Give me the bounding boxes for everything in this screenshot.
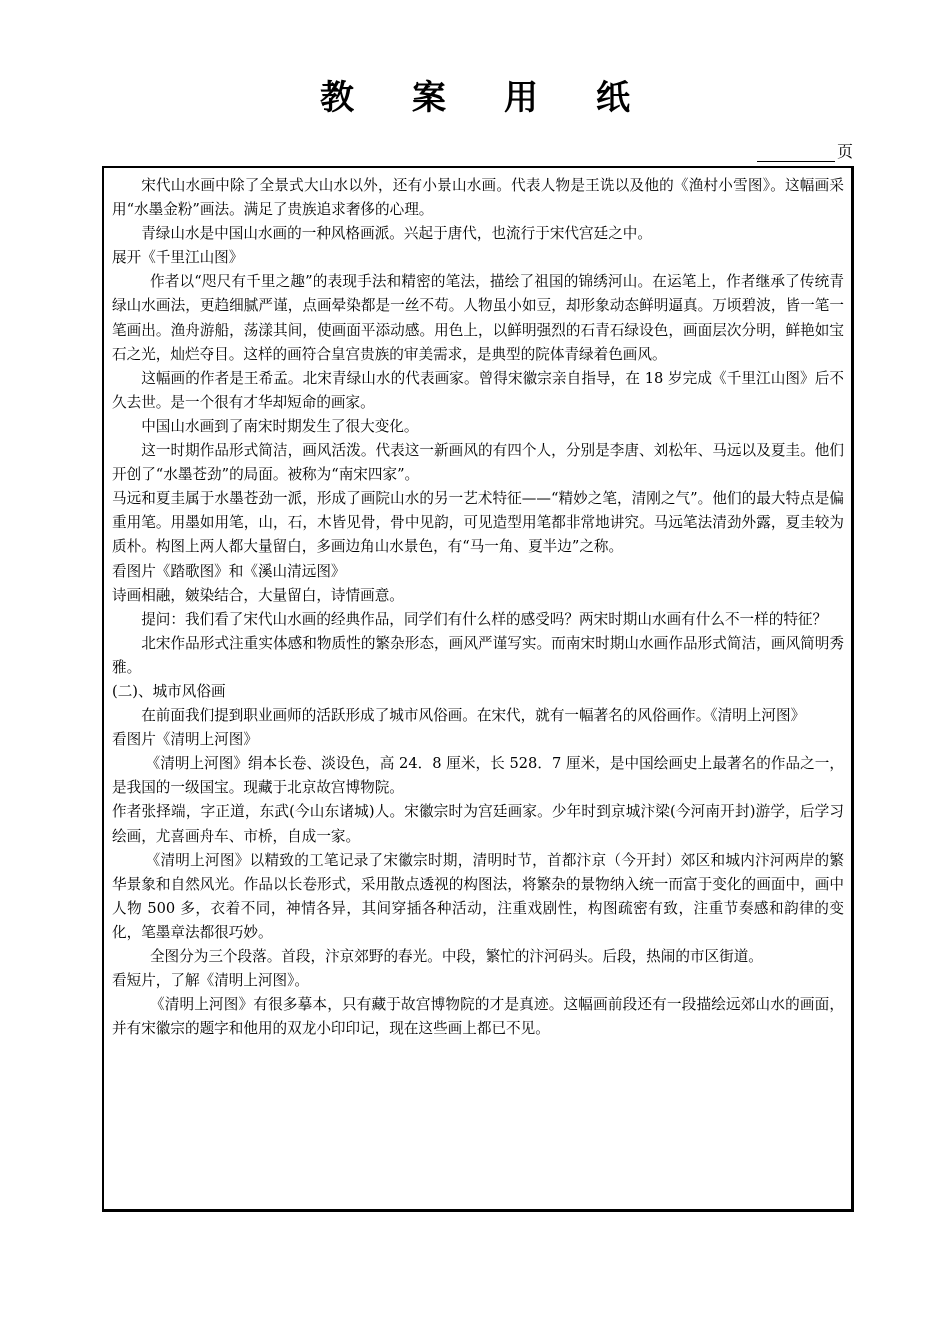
paragraph: 《清明上河图》以精致的工笔记录了宋徽宗时期，清明时节，首都汴京（今开封）郊区和城内汴河两岸的繁华景象和自然风光。作品以长卷形式，采用散点透视的构图法，将繁杂的景物纳入统一而富于变化的画面中，画中人物 500 多，衣着不同，神情各异，其间穿插各种活动，注重戏剧性，构图疏密有致，注重节奏感和韵律的变化，笔墨章法都很巧妙。 [112, 851, 844, 941]
section-heading: (二)、城市风俗画 [112, 682, 226, 700]
paragraph: 全图分为三个段落。首段，汴京郊野的春光。中段，繁忙的汴河码头。后段，热闹的市区街道。 [149, 948, 763, 965]
paragraph: 看图片《踏歌图》和《溪山清远图》 [112, 562, 346, 580]
page-number-blank [757, 161, 835, 162]
paragraph: 这一时期作品形式简洁，画风活泼。代表这一新画风的有四个人，分别是李唐、刘松年、马远以及夏圭。他们开创了“水墨苍劲”的局面。被称为“南宋四家”。 [112, 442, 844, 484]
paragraph: 作者以“咫尺有千里之趣”的表现手法和精密的笔法，描绘了祖国的锦绣河山。在运笔上，作者继承了传统青绿山水画法，更趋细腻严谨，点画晕染都是一丝不苟。人物虽小如豆，却形象动态鲜明逼真。万顷碧波，皆一笔一笔画出。渔舟游船，荡漾其间，使画面平添动感。用色上，以鲜明强烈的石青石绿设色，画面层次分明，鲜艳如宝石之光，灿烂夺目。这样的画符合皇宫贵族的审美需求，是典型的院体青绿着色画风。 [112, 273, 844, 363]
lesson-plan-frame [102, 166, 854, 1212]
paragraph: 展开《千里江山图》 [112, 249, 244, 267]
paragraph: 在前面我们提到职业画师的活跃形成了城市风俗画。在宋代，就有一幅著名的风俗画作。《清明上河图》 [141, 707, 806, 725]
page-number-field [757, 140, 857, 164]
paragraph: 看图片《清明上河图》 [112, 731, 258, 749]
document-title: 教案用纸 [320, 78, 688, 118]
paragraph: 宋代山水画中除了全景式大山水以外，还有小景山水画。代表人物是王诜以及他的《渔村小雪图》。这幅画采用“水墨金粉”画法。满足了贵族追求奢侈的心理。 [112, 177, 844, 219]
paragraph: 青绿山水是中国山水画的一种风格画派。兴起于唐代，也流行于宋代宫廷之中。 [141, 225, 652, 243]
paragraph: 中国山水画到了南宋时期发生了很大变化。 [141, 417, 419, 435]
paragraph: 北宋作品形式注重实体感和物质性的繁杂形态，画风严谨写实。而南宋时期山水画作品形式简洁，画风简明秀雅。 [112, 634, 844, 676]
paragraph: 提问：我们看了宋代山水画的经典作品，同学们有什么样的感受吗？两宋时期山水画有什么不一样的特征？ [141, 610, 828, 628]
paragraph: 诗画相融，皴染结合，大量留白，诗情画意。 [112, 586, 404, 604]
paragraph: 马远和夏圭属于水墨苍劲一派，形成了画院山水的另一艺术特征——“精妙之笔，清刚之气”。他们的最大特点是偏重用笔。用墨如用笔，山，石，木皆见骨，骨中见韵，可见造型用笔都非常地讲究。马远笔法清劲外露，夏圭较为质朴。构图上两人都大量留白，多画边角山水景色，有“马一角、夏半边”之称。 [112, 490, 844, 556]
paragraph: 作者张择端，字正道，东武(今山东诸城)人。宋徽宗时为宫廷画家。少年时到京城汴梁(今河南开封)游学，后学习绘画，尤喜画舟车、市桥，自成一家。 [112, 803, 844, 845]
paragraph: 《清明上河图》有很多摹本，只有藏于故宫博物院的才是真迹。这幅画前段还有一段描绘远郊山水的画面，并有宋徽宗的题字和他用的双龙小印印记，现在这些画上都已不见。 [112, 996, 844, 1038]
lesson-content [112, 174, 844, 1041]
paragraph: 这幅画的作者是王希孟。北宋青绿山水的代表画家。曾得宋徽宗亲自指导，在 18 岁完成《千里江山图》后不久去世。是一个很有才华却短命的画家。 [112, 369, 844, 411]
paragraph: 《清明上河图》绢本长卷、淡设色，高 24．8 厘米，长 528．7 厘米，是中国绘画史上最著名的作品之一，是我国的一级国宝。现藏于北京故宫博物院。 [112, 755, 844, 797]
paragraph: 看短片，了解《清明上河图》。 [112, 972, 310, 990]
page-label: 页 [837, 142, 854, 161]
